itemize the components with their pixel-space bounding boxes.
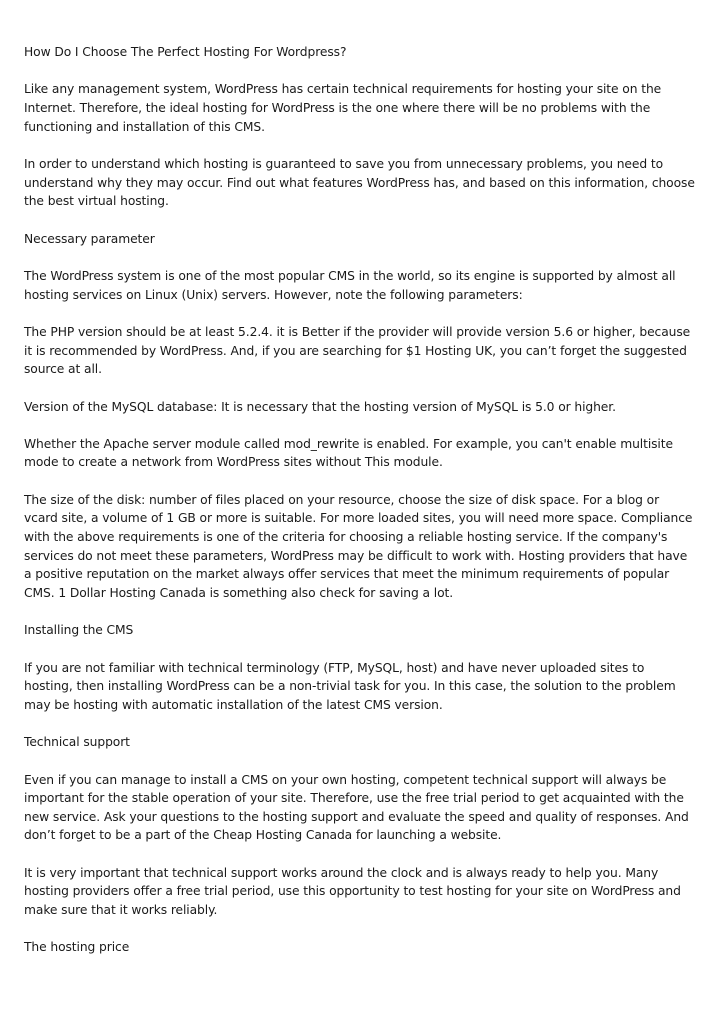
paragraph-disk-size: The size of the disk: number of files placed on your resource, choose the size of disk space. For a blog or vcard site, a volume of 1 GB or more is suitable. For more loaded sites, you will need more space. Compliance with the above requirements is one of the criteria for choosing a reliable hosting service. If the company's services do not meet these parameters, WordPress may be difficult to work with. Hosting providers that have a positive reputation on the market always offer services that meet the minimum requirements of popular CMS. 1 Dollar Hosting Canada is something also check for saving a lot.: [24, 492, 693, 600]
paragraph-mod-rewrite: Whether the Apache server module called mod_rewrite is enabled. For example, you can't enable multisite mode to create a network from WordPress sites without This module.: [24, 436, 673, 470]
paragraph-intro: Like any management system, WordPress has certain technical requirements for hosting your site on the Internet. Therefore, the ideal hosting for WordPress is the one where there will be no problems with the functioning and installation of this CMS.: [24, 82, 662, 134]
section-heading-technical-support: Technical support: [24, 735, 130, 750]
paragraph-mysql-version: Version of the MySQL database: It is necessary that the hosting version of MySQL is 5.0 or higher.: [24, 399, 616, 414]
paragraph-wordpress-system: The WordPress system is one of the most popular CMS in the world, so its engine is supported by almost all hosting services on Linux (Unix) servers. However, note the following parameters:: [24, 268, 676, 302]
paragraph-support-clock: It is very important that technical support works around the clock and is always ready to help you. Many hosting providers offer a free trial period, use this opportunity to test hosting for your site on WordPress and make sure that it works reliably.: [24, 865, 681, 917]
paragraph-understand: In order to understand which hosting is guaranteed to save you from unnecessary problems, you need to understand why they may occur. Find out what features WordPress has, and based on this information, choose the best virtual hosting.: [24, 156, 695, 209]
section-heading-installing-cms: Installing the CMS: [24, 623, 134, 638]
section-heading-hosting-price: The hosting price: [24, 940, 130, 955]
paragraph-php-version: The PHP version should be at least 5.2.4. it is Better if the provider will provide version 5.6 or higher, because it is recommended by WordPress. And, if you are searching for $1 Hosting UK, you can’t forget the suggested source at all.: [24, 324, 691, 377]
paragraph-installing: If you are not familiar with technical terminology (FTP, MySQL, host) and have never uploaded sites to hosting, then installing WordPress can be a non-trivial task for you. In this case, the solution to the problem may be hosting with automatic installation of the latest CMS version.: [24, 660, 676, 712]
document-title: How Do I Choose The Perfect Hosting For Wordpress?: [24, 45, 347, 59]
paragraph-support-stable: Even if you can manage to install a CMS on your own hosting, competent technical support will always be important for the stable operation of your site. Therefore, use the free trial period to get acquainted with the new service. Ask your questions to the hosting support and evaluate the speed and quality of responses. And don’t forget to be a part of the Cheap Hosting Canada for launching a website.: [24, 772, 689, 843]
section-heading-necessary-parameter: Necessary parameter: [24, 231, 155, 246]
